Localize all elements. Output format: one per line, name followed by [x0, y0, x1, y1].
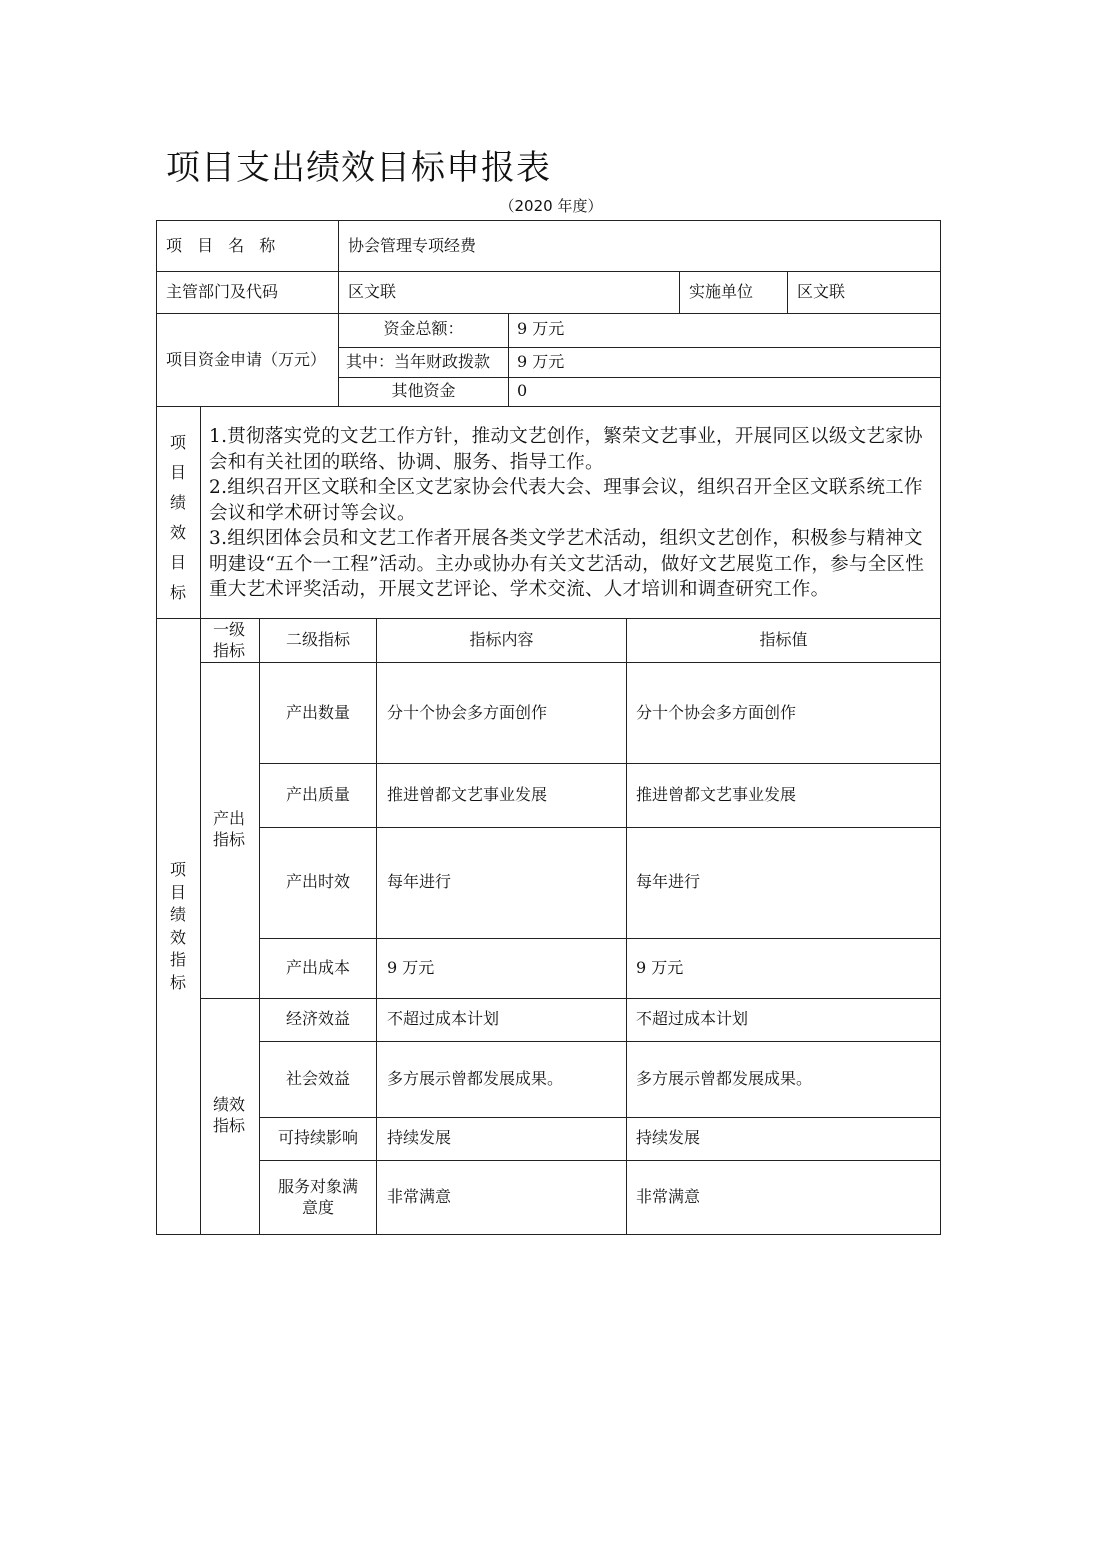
- cell-other-value: [508, 377, 941, 407]
- row-level2: 服务对象满意度: [277, 1177, 358, 1217]
- row-level2: 可持续影响: [277, 1128, 358, 1147]
- row-value: 9 万元: [636, 958, 684, 977]
- goals-text: [209, 424, 933, 603]
- row-value: 推进曾都文艺事业发展: [636, 785, 797, 804]
- total-value: 9 万元: [517, 319, 565, 338]
- row-content: 多方展示曾都发展成果。: [387, 1069, 564, 1088]
- row-content: 每年进行: [387, 872, 452, 891]
- goal-item: 2.组织召开区文联和全区文艺家协会代表大会、理事会议，组织召开全区文联系统工作会议和学术研讨等会议。: [209, 477, 923, 524]
- cell-fiscal-value: [508, 347, 941, 378]
- dept-label: 主管部门及代码: [166, 282, 279, 301]
- row-value: 多方展示曾都发展成果。: [636, 1069, 813, 1088]
- document-year: （2020 年度）: [499, 197, 603, 215]
- goal-item: 3.组织团体会员和文艺工作者开展各类文学艺术活动，组织文艺创作，积极参与精神文明建设“五个一工程”活动。主办或协办有关文艺活动，做好文艺展览工作，参与全区性重大艺术评奖活动，开展文艺评论、学术交流、人才培训和调查研究工作。: [209, 528, 925, 600]
- goals-label: 项目绩效目标: [169, 433, 186, 602]
- row-content: 持续发展: [387, 1128, 452, 1147]
- other-label: 其他资金: [391, 381, 456, 400]
- row-value: 非常满意: [636, 1187, 701, 1206]
- header-level1: 一级指标: [212, 620, 245, 660]
- row-value: 分十个协会多方面创作: [636, 703, 797, 722]
- row-level2: 产出时效: [285, 872, 350, 891]
- funding-label: 项目资金申请（万元）: [166, 350, 327, 369]
- row-content: 9 万元: [387, 958, 435, 977]
- project-name-label: 项 目 名 称: [166, 236, 281, 255]
- other-value: 0: [517, 381, 528, 400]
- fiscal-value: 9 万元: [517, 352, 565, 371]
- row-content: 非常满意: [387, 1187, 452, 1206]
- row-level2: 产出质量: [285, 785, 350, 804]
- indicators-section-label: 项目绩效指标: [169, 860, 186, 992]
- group-output-label: 产出指标: [212, 809, 245, 849]
- row-value: 不超过成本计划: [636, 1009, 749, 1028]
- row-level2: 经济效益: [285, 1009, 350, 1028]
- row-content: 推进曾都文艺事业发展: [387, 785, 548, 804]
- row-value: 每年进行: [636, 872, 701, 891]
- row-content: 不超过成本计划: [387, 1009, 500, 1028]
- header-value: 指标值: [759, 630, 808, 649]
- goal-item: 1.贯彻落实党的文艺工作方针，推动文艺创作，繁荣文艺事业，开展同区以级文艺家协会和有关社团的联络、协调、服务、指导工作。: [209, 426, 923, 473]
- fiscal-label: 其中：当年财政拨款: [346, 352, 491, 371]
- row-level2: 产出数量: [285, 703, 350, 722]
- impl-label: 实施单位: [689, 282, 754, 301]
- header-content: 指标内容: [469, 630, 534, 649]
- document-title: 项目支出绩效目标申报表: [166, 148, 551, 188]
- project-name-value: 协会管理专项经费: [348, 236, 477, 255]
- row-level2: 产出成本: [285, 958, 350, 977]
- row-content: 分十个协会多方面创作: [387, 703, 548, 722]
- row-level2: 社会效益: [285, 1069, 350, 1088]
- total-label: 资金总额：: [383, 319, 464, 338]
- group-performance-label: 绩效指标: [212, 1095, 245, 1135]
- dept-value: 区文联: [348, 282, 397, 301]
- row-value: 持续发展: [636, 1128, 701, 1147]
- header-level2: 二级指标: [285, 630, 350, 649]
- impl-value: 区文联: [797, 282, 846, 301]
- cell-total-value: [508, 313, 941, 348]
